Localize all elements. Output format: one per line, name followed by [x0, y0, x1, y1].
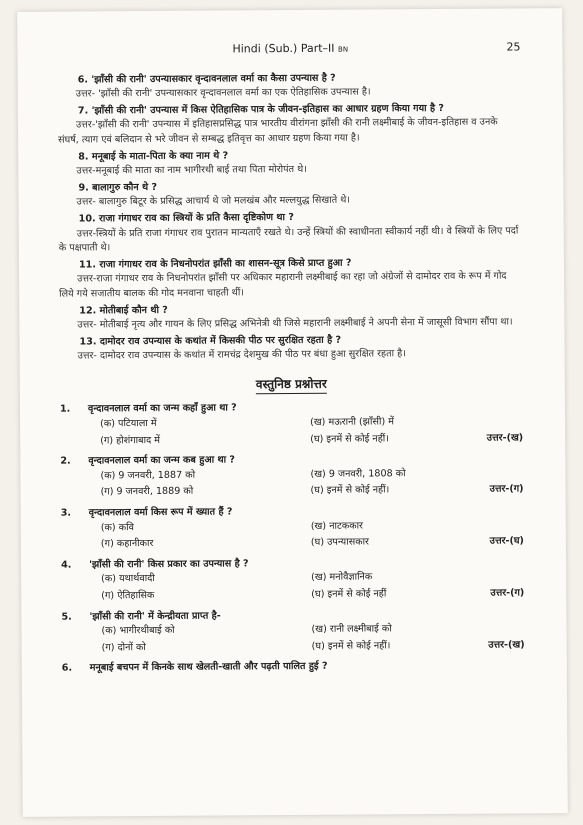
- answer-key: उत्तर-(ग): [490, 587, 525, 599]
- options: [60, 466, 523, 500]
- option: (क) पटियाला में: [100, 418, 157, 430]
- option: (ग) कहानीकार: [100, 538, 154, 550]
- question: 11. राजा गंगाधर राव के निधनोपरांत झाँसी का शासन-सूत्र किसे प्राप्त हुआ ?: [78, 257, 352, 271]
- page-header: [57, 40, 520, 59]
- option: (क) 9 जनवरी, 1887 को: [100, 469, 196, 482]
- answer-key: उत्तर-(घ): [489, 535, 524, 547]
- option: (क) यथार्थवादी: [101, 573, 155, 585]
- question: 7. 'झाँसी की रानी' उपन्यास में किस ऐतिहासिक पात्र के जीवन-इतिहास का आधार ग्रहण किया गया है ?: [77, 102, 444, 117]
- objective-question: 3. वृन्दावनलाल वर्मा किस रूप में ख्यात हैं ?: [60, 506, 233, 519]
- header-tag: BN: [338, 45, 349, 54]
- objective-question: 5. 'झाँसी की रानी' में केन्द्रीयता प्राप्त है-: [61, 610, 221, 623]
- objective-question: 4. 'झाँसी की रानी' किस प्रकार का उपन्यास है ?: [61, 558, 249, 571]
- header-title: Hindi (Sub.) Part–II BN: [232, 41, 349, 56]
- objective-question: 6. मनूबाई बचपन में किनके साथ खेलती-खाती और पढ़ती पालित हुई ?: [61, 661, 328, 674]
- objective-list: [60, 400, 525, 677]
- option: (ख) मनोवैज्ञानिक: [311, 571, 373, 584]
- answer: उत्तर-स्त्रियों के प्रति राजा गंगाधर राव पुरातन मान्यताएँ रखते थे। उन्हें स्त्रियों की स्वाधीनता स्वीकार्य नहीं थी। वे स्त्रियों के लिए पर्दा के पक्षपाती थे।: [58, 224, 519, 254]
- option: (घ) इनमें से कोई नहीं: [311, 588, 387, 600]
- answer: उत्तर-मनूबाई की माता का नाम भागीरथी बाई तथा पिता मोरोपंत थे।: [76, 164, 307, 177]
- option: (ख) रानी लक्ष्मीबाई को: [311, 623, 392, 636]
- question: 10. राजा गंगाधर राव का स्त्रियों के प्रति कैसा दृष्टिकोण था ?: [78, 211, 294, 225]
- question: 13. दामोदर राव उपन्यास के कथांत में किसकी पीठ पर सुरक्षित रहता है ?: [79, 334, 342, 348]
- options: [61, 622, 524, 656]
- options: [60, 414, 523, 448]
- answer-key: उत्तर-(ग): [489, 483, 524, 496]
- answer-key: उत्तर-(ख): [488, 639, 525, 651]
- option: (ग) ऐतिहासिक: [101, 589, 155, 602]
- options: [61, 518, 524, 552]
- answer: उत्तर-'झाँसी की रानी' उपन्यास में इतिहासप्रसिद्ध पात्र भारतीय वीरांगना झाँसी की रानी लक्ष्मीबाई के जीवन-इतिहास व उनके संघर्ष, त्याग एवं बलिदान से भरे जीवन से सम्बद्ध इतिवृत्त का आधार ग्रहण किया गया है।: [58, 116, 498, 146]
- option: (घ) इनमें से कोई नहीं।: [310, 432, 389, 445]
- qa-list: [58, 70, 523, 365]
- option: (ख) 9 जनवरी, 1808 को: [310, 468, 406, 480]
- question: 6. 'झाँसी की रानी' उपन्यासकार वृन्दावनलाल वर्मा का कैसा उपन्यास है ?: [77, 72, 336, 86]
- objective-question: 1. वृन्दावनलाल वर्मा का जन्म कहाँ हुआ था ?: [59, 402, 237, 416]
- option: (घ) इनमें से कोई नहीं।: [310, 484, 390, 497]
- option: (ग) होशंगाबाद में: [100, 434, 161, 446]
- option: (ग) 9 जनवरी, 1889 को: [100, 486, 194, 498]
- question: 8. मनूबाई के माता-पिता के क्या नाम थे ?: [78, 150, 229, 163]
- page-content: [57, 40, 524, 676]
- option: (ग) दोनों को: [101, 641, 146, 654]
- answer: उत्तर- मोतीबाई नृत्य और गायन के लिए प्रसिद्ध अभिनेत्री थी जिसे महारानी लक्ष्मीबाई ने अपनी सेना में जासूसी विभाग सौंपा था।: [77, 316, 513, 331]
- option: (ख) मऊरानी (झाँसी) में: [310, 416, 395, 428]
- option: (क) कवि: [100, 521, 134, 533]
- answer: उत्तर- बालागुरु बिटूर के प्रसिद्ध आचार्य थे जो मलखंब और मल्लयुद्ध सिखाते थे।: [76, 194, 351, 208]
- options: [61, 570, 524, 604]
- question: 9. बालागुरु कौन थे ?: [78, 181, 158, 194]
- answer: उत्तर- 'झाँसी की रानी' उपन्यासकार वृन्दावनलाल वर्मा का एक ऐतिहासिक उपन्यास है।: [75, 86, 371, 100]
- option: (क) भागीरथीबाई को: [101, 625, 175, 637]
- option: (ख) नाटककार: [310, 520, 364, 532]
- objective-question: 2. वृन्दावनलाल वर्मा का जन्म कब हुआ था ?: [60, 454, 236, 467]
- answer: उत्तर- दामोदर राव उपन्यास के कथांत में रामचंद्र देशमुख की पीठ पर बंधा हुआ सुरक्षित रहता है।: [77, 348, 406, 362]
- section-heading: वस्तुनिष्ठ प्रश्नोत्तर: [60, 375, 523, 393]
- page-number: 25: [506, 40, 521, 54]
- answer: उत्तर-राजा गंगाधर राव के निधनोपरांत झाँसी पर अधिकार महारानी लक्ष्मीबाई का रहा जो अंग्रेजों से दामोदर राव के रूप में गोद लिये गये सजातीय बालक की गोद मनवाना चाहती थीं।: [59, 270, 507, 300]
- answer-key: उत्तर-(ख): [486, 432, 524, 444]
- option: (घ) इनमें से कोई नहीं।: [311, 640, 391, 652]
- question: 12. मोतीबाई कौन थी ?: [79, 304, 168, 316]
- book-page: [17, 8, 568, 817]
- option: (घ) उपन्यासकार: [310, 536, 370, 549]
